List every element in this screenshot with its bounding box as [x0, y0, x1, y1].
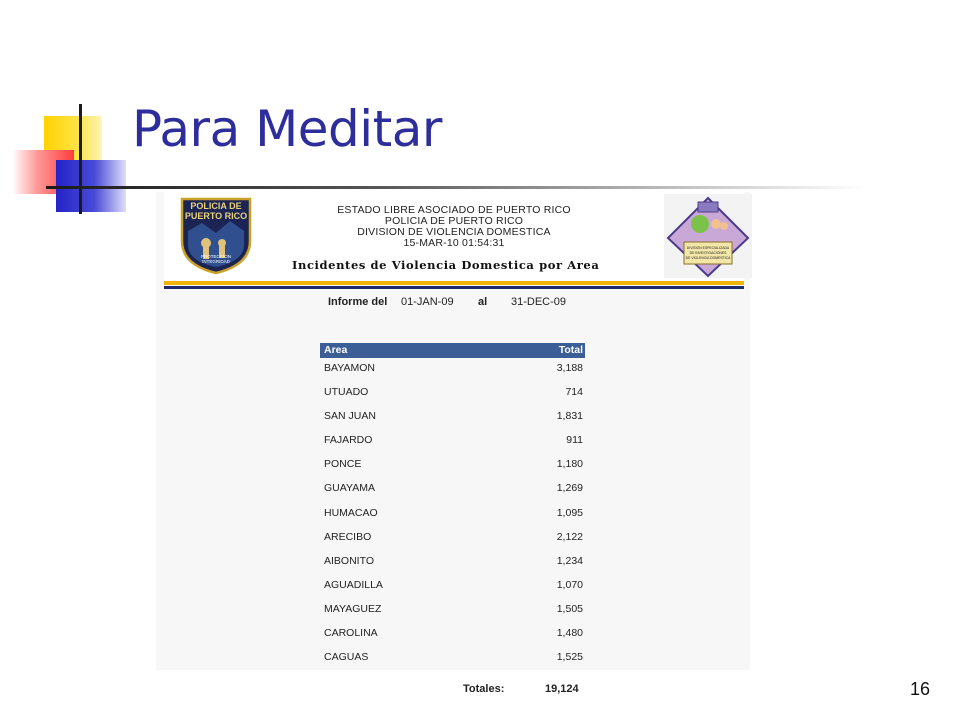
header-text-block: [164, 205, 744, 249]
total-cell: 1,505: [556, 602, 583, 615]
report-timestamp: 15-MAR-10 01:54:31: [403, 237, 505, 249]
svg-text:INTEGRIDAD: INTEGRIDAD: [202, 259, 230, 264]
area-cell: SAN JUAN: [324, 410, 376, 423]
table-header: [320, 343, 585, 358]
table-row: [320, 627, 585, 651]
date-from: 01-JAN-09: [401, 296, 454, 308]
header-line: DIVISION DE VIOLENCIA DOMESTICA: [357, 226, 551, 238]
al-label: al: [478, 296, 488, 308]
column-header-area: Area: [324, 344, 348, 356]
svg-text:DE INVESTIGACIONES: DE INVESTIGACIONES: [689, 251, 727, 255]
header-line: POLICIA DE PUERTO RICO: [384, 215, 524, 227]
area-cell: GUAYAMA: [324, 482, 375, 495]
totales-label: Totales:: [463, 683, 505, 695]
svg-text:PROTECCION: PROTECCION: [200, 254, 232, 259]
report-header: [164, 192, 744, 282]
svg-text:PUERTO RICO: PUERTO RICO: [184, 211, 248, 221]
table-row: [320, 507, 585, 531]
svg-text:POLICIA DE: POLICIA DE: [190, 201, 242, 211]
table-row: [320, 603, 585, 627]
area-cell: UTUADO: [324, 386, 369, 399]
total-cell: 911: [566, 434, 583, 447]
table-row: [320, 482, 585, 506]
total-cell: 1,269: [556, 482, 583, 495]
slide-number: 16: [910, 679, 931, 699]
total-cell: 714: [565, 386, 583, 399]
table-row: [320, 531, 585, 555]
header-stripe-gold: [164, 281, 744, 285]
svg-text:DIVISION ESPECIALIZADA: DIVISION ESPECIALIZADA: [686, 246, 730, 250]
total-cell: 3,188: [556, 362, 583, 374]
table-row: [320, 410, 585, 434]
total-cell: 1,831: [556, 410, 583, 423]
informe-label: Informe del: [328, 296, 388, 308]
table-row: [320, 555, 585, 579]
total-cell: 1,480: [556, 627, 583, 640]
totales-value: 19,124: [545, 683, 579, 695]
area-cell: PONCE: [324, 458, 362, 471]
domestic-violence-division-emblem-icon: [664, 194, 752, 278]
area-cell: BAYAMON: [324, 362, 375, 374]
area-cell: FAJARDO: [324, 434, 373, 447]
table-row: [320, 651, 585, 675]
area-cell: AIBONITO: [324, 554, 374, 567]
area-cell: AGUADILLA: [324, 578, 383, 591]
total-cell: 1,070: [556, 578, 583, 591]
area-cell: HUMACAO: [324, 506, 378, 519]
area-cell: CAGUAS: [324, 651, 369, 664]
header-line: ESTADO LIBRE ASOCIADO DE PUERTO RICO: [337, 204, 571, 216]
table-row: [320, 362, 585, 386]
table-row: [320, 434, 585, 458]
svg-text:DE VIOLENCIA DOMESTICA: DE VIOLENCIA DOMESTICA: [685, 256, 731, 260]
total-cell: 1,180: [556, 458, 583, 471]
table-body: [320, 362, 585, 675]
table-row: [320, 458, 585, 482]
table-row: [320, 386, 585, 410]
column-header-total: Total: [558, 344, 583, 356]
area-cell: ARECIBO: [324, 530, 372, 543]
report-document: [156, 192, 750, 670]
table-row: [320, 579, 585, 603]
total-cell: 2,122: [556, 530, 583, 543]
area-cell: MAYAGUEZ: [324, 602, 382, 615]
total-cell: 1,525: [556, 651, 583, 664]
title-underline: [46, 186, 866, 189]
report-title: Incidentes de Violencia Domestica por Area: [292, 258, 600, 272]
header-stripe-navy: [164, 286, 744, 289]
total-cell: 1,095: [556, 506, 583, 519]
slide-title: Para Meditar: [132, 100, 442, 158]
total-cell: 1,234: [556, 554, 583, 567]
area-cell: CAROLINA: [324, 627, 378, 640]
decorative-vertical-line: [79, 104, 82, 214]
date-to: 31-DEC-09: [511, 296, 567, 308]
